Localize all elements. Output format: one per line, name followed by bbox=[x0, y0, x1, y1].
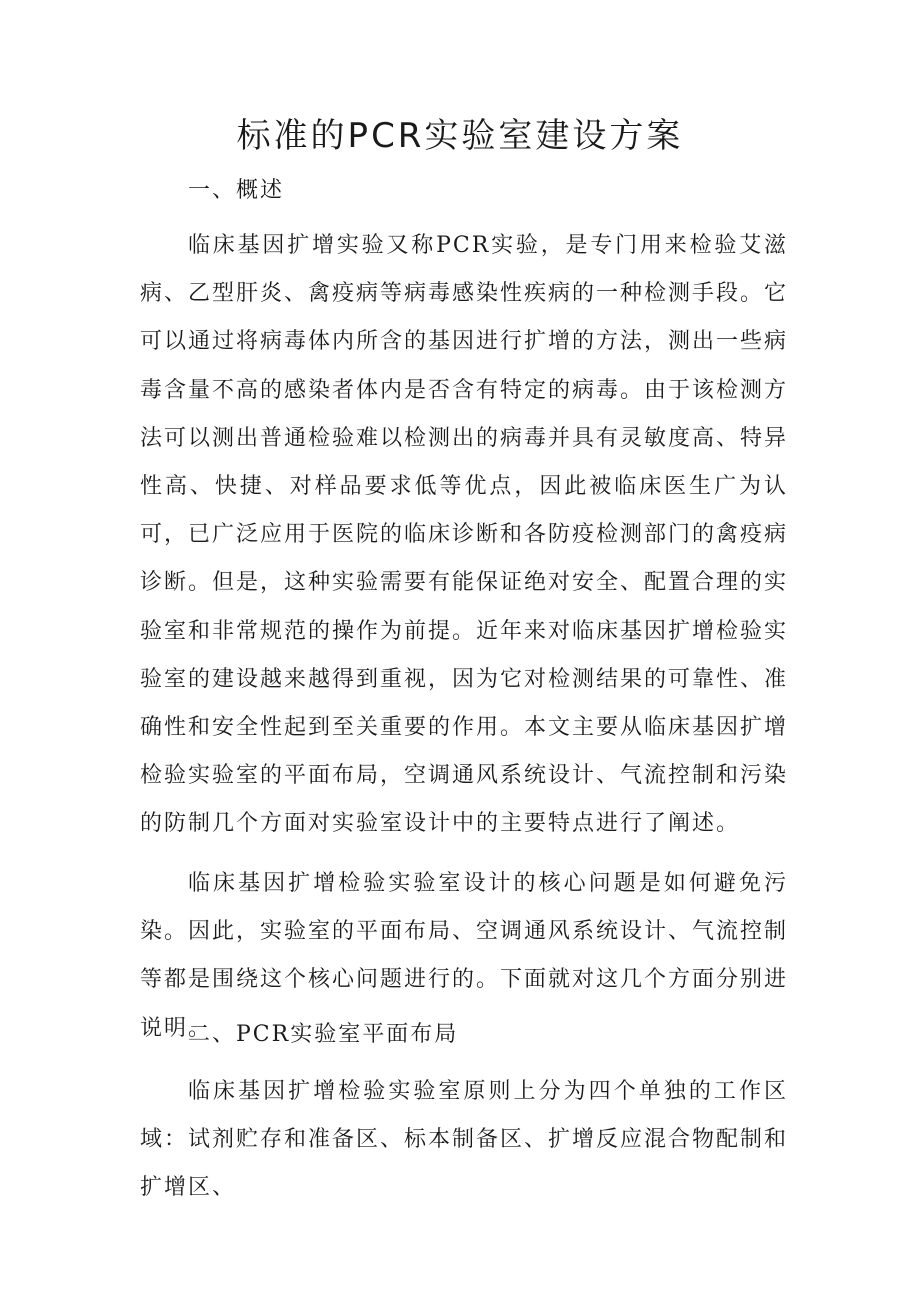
section-heading-overview: 一、概述 bbox=[188, 178, 285, 203]
paragraph-overview-2: 临床基因扩增检验实验室设计的核心问题是如何避免污染。因此，实验室的平面布局、空调通风系统设计、气流控制等都是围绕这个核心问题进行的。下面就对这几个方面分别进说明。 bbox=[140, 871, 789, 1041]
paragraph-layout-1: 临床基因扩增检验实验室原则上分为四个单独的工作区域：试剂贮存和准备区、标本制备区、扩增反应混合物配制和扩增区、 bbox=[140, 1079, 789, 1201]
paragraph-overview-1: 临床基因扩增实验又称PCR实验，是专门用来检验艾滋病、乙型肝炎、禽疫病等病毒感染性疾病的一种检测手段。它可以通过将病毒体内所含的基因进行扩增的方法，测出一些病毒含量不高的感染者体内是否含有特定的病毒。由于该检测方法可以测出普通检验难以检测出的病毒并具有灵敏度高、特异性高、快捷、对样品要求低等优点，因此被临床医生广为认可，已广泛应用于医院的临床诊断和各防疫检测部门的禽疫病诊断。但是，这种实验需要有能保证绝对安全、配置合理的实验室和非常规范的操作为前提。近年来对临床基因扩增检验实验室的建设越来越得到重视，因为它对检测结果的可靠性、准确性和安全性起到至关重要的作用。本文主要从临床基因扩增检验实验室的平面布局，空调通风系统设计、气流控制和污染的防制几个方面对实验室设计中的主要特点进行了阐述。 bbox=[140, 233, 789, 837]
section-heading-layout: 二、PCR实验室平面布局 bbox=[188, 1022, 459, 1047]
document-title: 标准的PCR实验室建设方案 bbox=[236, 116, 684, 156]
